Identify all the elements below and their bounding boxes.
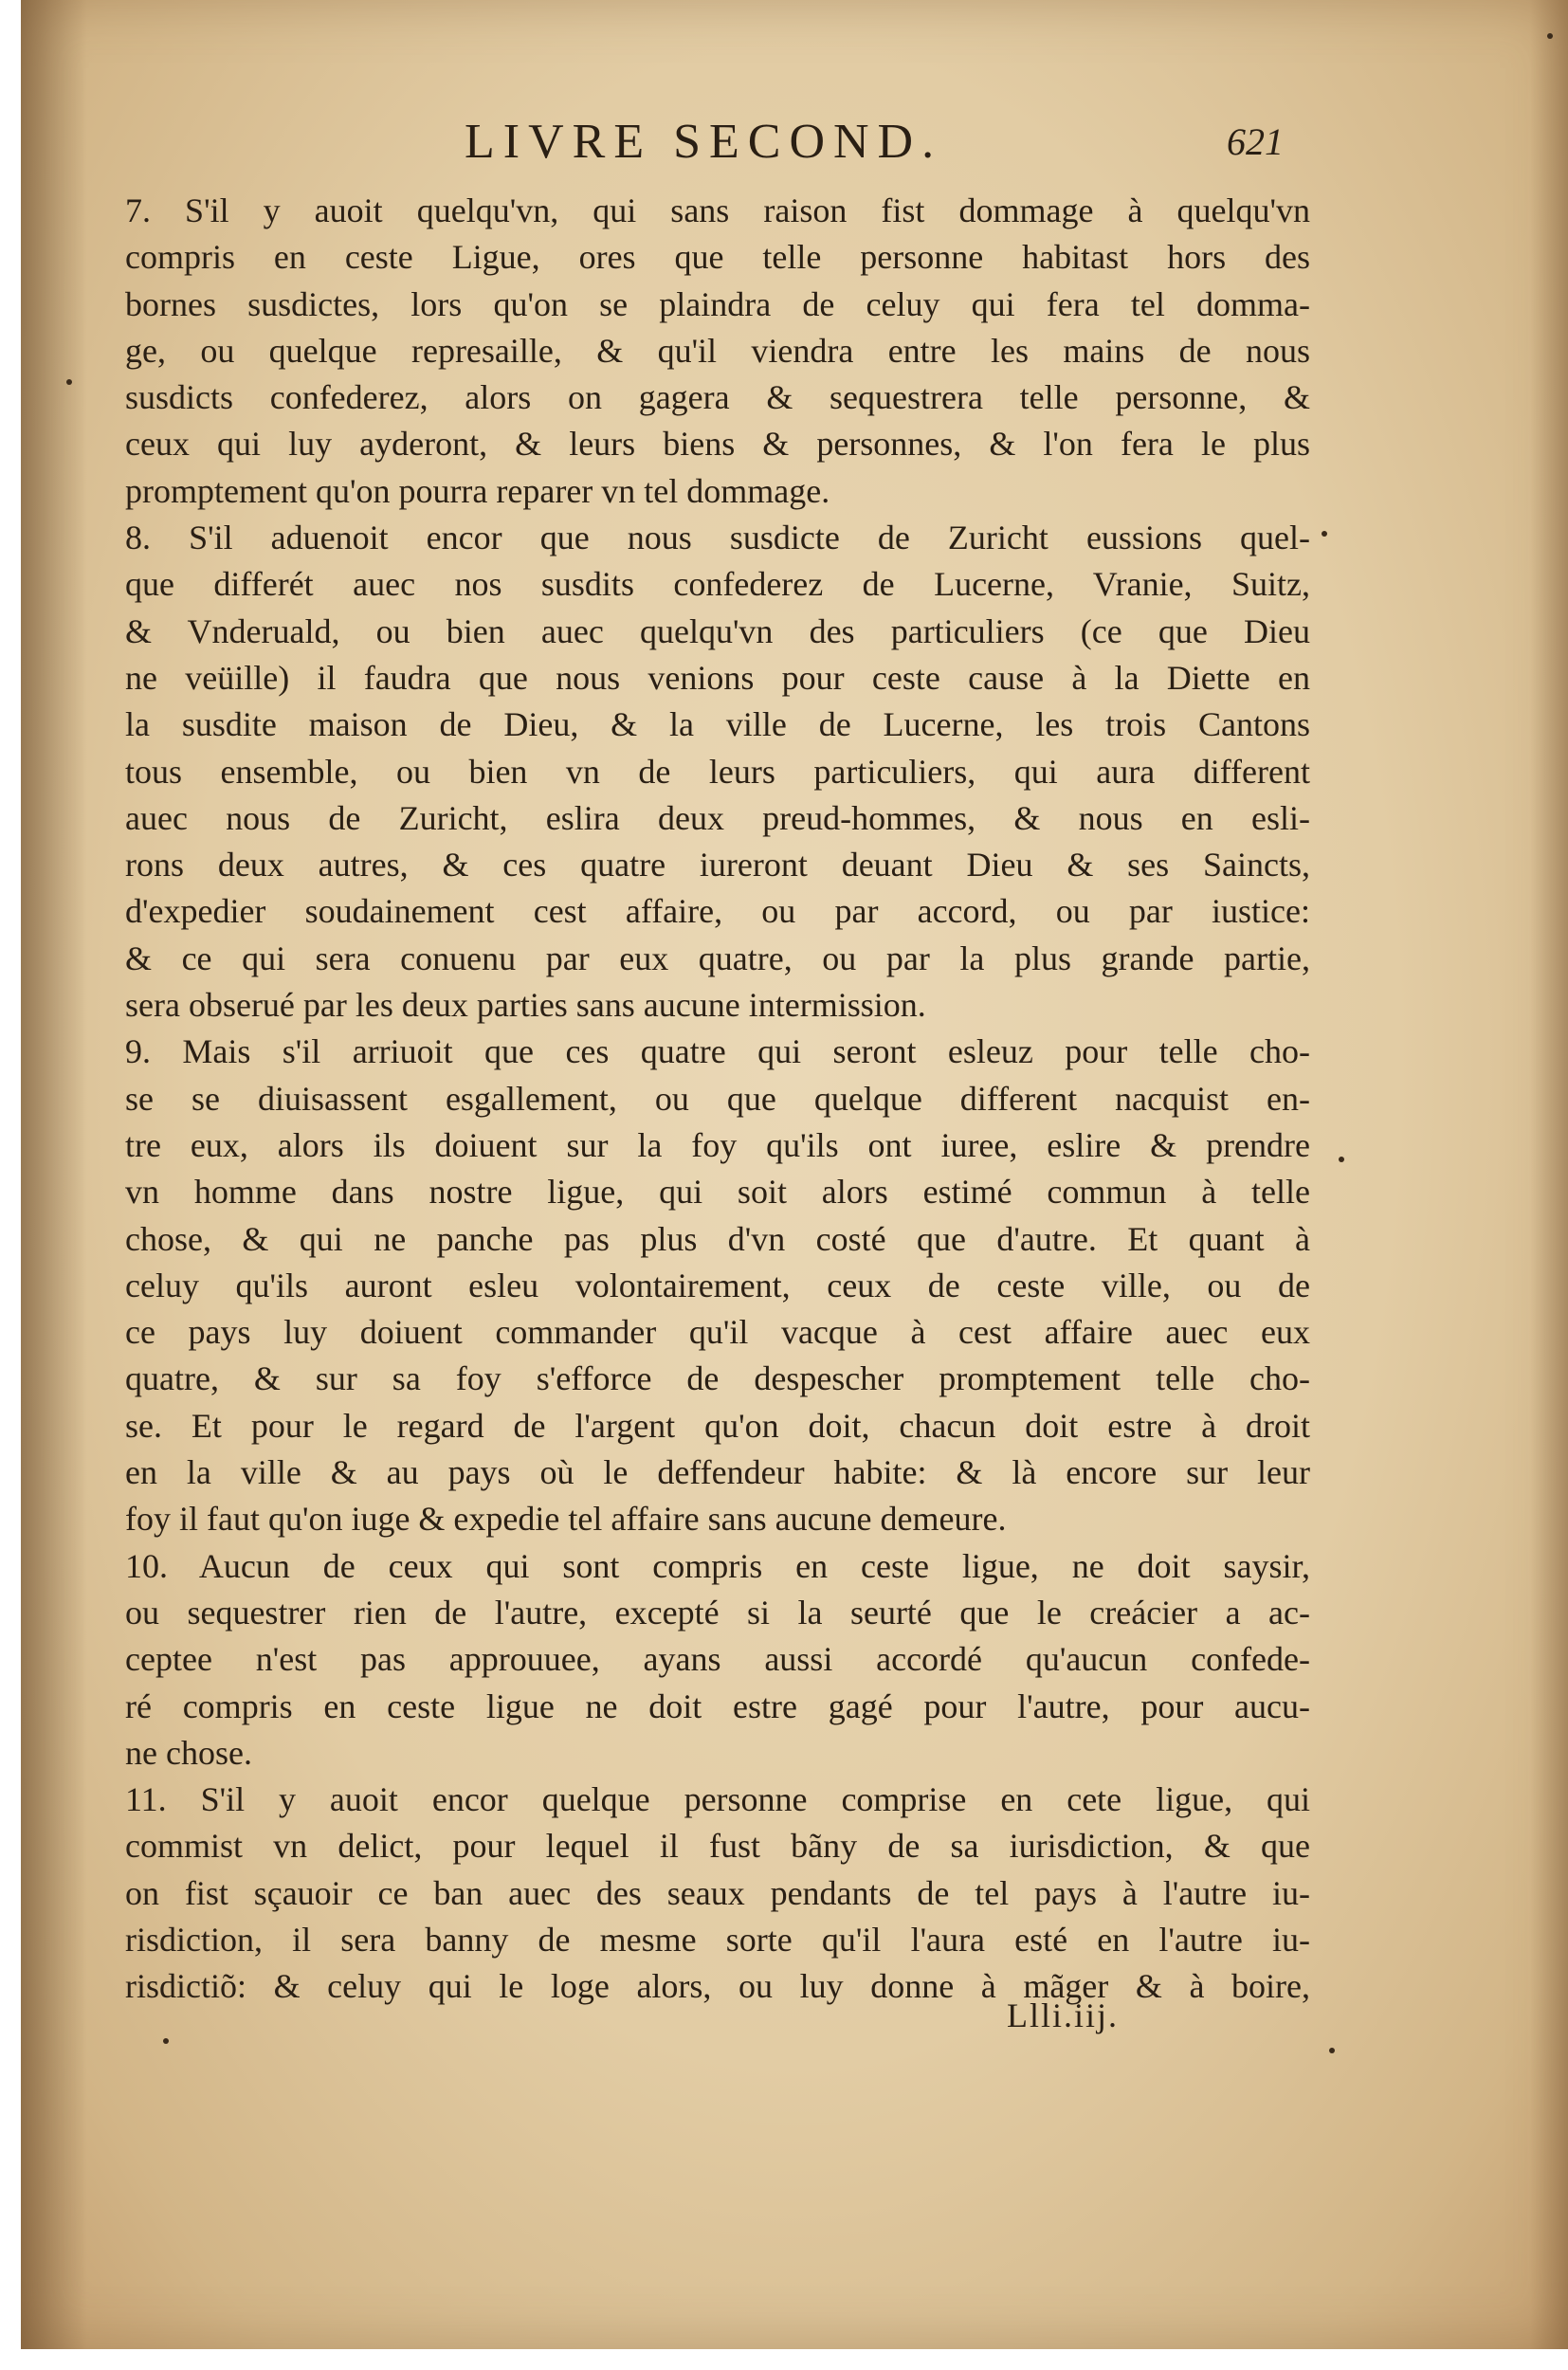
- text-line: ceptee n'est pas approuuee, ayans aussi accordé qu'aucun confede-: [125, 1640, 1310, 1679]
- text-line: tous ensemble, ou bien vn de leurs particuliers, qui aura different: [125, 752, 1310, 791]
- text-line: ceux qui luy ayderont, & leurs biens & personnes, & l'on fera le plus: [125, 425, 1310, 464]
- ink-speck: [1322, 531, 1327, 537]
- text-line: 10. Aucun de ceux qui sont compris en ceste ligue, ne doit saysir,: [125, 1546, 1310, 1585]
- text-line: chose, & qui ne panche pas plus d'vn costé que d'autre. Et quant à: [125, 1219, 1310, 1258]
- text-line: compris en ceste Ligue, ores que telle personne habitast hors des: [125, 238, 1310, 277]
- text-line: rons deux autres, & ces quatre iureront deuant Dieu & ses Saincts,: [125, 846, 1310, 884]
- text-line: d'expedier soudainement cest affaire, ou par accord, ou par iustice:: [125, 892, 1310, 931]
- text-line: vn homme dans nostre ligue, qui soit alors estimé commun à telle: [125, 1173, 1310, 1212]
- page-number: 621: [1227, 120, 1284, 163]
- text-line: & Vnderuald, ou bien auec quelqu'vn des particuliers (ce que Dieu: [125, 611, 1310, 650]
- text-line: celuy qu'ils auront esleu volontairement, ceux de ceste ville, ou de: [125, 1266, 1310, 1304]
- text-line: auec nous de Zuricht, eslira deux preud-hommes, & nous en esli-: [125, 798, 1310, 837]
- text-line: risdiction, il sera banny de mesme sorte qu'il l'aura esté en l'autre iu-: [125, 1920, 1310, 1959]
- text-line: ne veüille) il faudra que nous venions pour ceste cause à la Diette en: [125, 658, 1310, 697]
- body-text: [125, 188, 1310, 2011]
- text-line: & ce qui sera conuenu par eux quatre, ou par la plus grande partie,: [125, 939, 1310, 977]
- book-page: [21, 0, 1568, 2349]
- text-line: en la ville & au pays où le deffendeur habite: & là encore sur leur: [125, 1453, 1310, 1492]
- text-line: promptement qu'on pourra reparer vn tel dommage.: [125, 471, 830, 510]
- text-line: 7. S'il y auoit quelqu'vn, qui sans raison fist dommage à quelqu'vn: [125, 191, 1310, 229]
- binding-shadow: [21, 0, 87, 2349]
- text-line: ne chose.: [125, 1733, 252, 1772]
- text-line: quatre, & sur sa foy s'efforce de despescher promptement telle cho-: [125, 1359, 1310, 1398]
- signature-mark: Llli.iij.: [1007, 1996, 1120, 2034]
- text-line: 11. S'il y auoit encor quelque personne comprise en cete ligue, qui: [125, 1780, 1310, 1819]
- text-line: 8. S'il aduenoit encor que nous susdicte de Zuricht eussions quel-: [125, 519, 1310, 557]
- text-line: la susdite maison de Dieu, & la ville de Lucerne, les trois Cantons: [125, 705, 1310, 744]
- page-edge-shadow: [1530, 0, 1568, 2349]
- text-line: ce pays luy doiuent commander qu'il vacque à cest affaire auec eux: [125, 1313, 1310, 1352]
- text-line: on fist sçauoir ce ban auec des seaux pendants de tel pays à l'autre iu-: [125, 1873, 1310, 1912]
- text-line: ou sequestrer rien de l'autre, excepté si la seurté que le creácier a ac-: [125, 1593, 1310, 1632]
- text-line: que differét auec nos susdits confederez de Lucerne, Vranie, Suitz,: [125, 565, 1310, 604]
- text-line: sera obserué par les deux parties sans aucune intermission.: [125, 986, 926, 1025]
- ink-speck: [1329, 2048, 1335, 2053]
- ink-speck: [66, 379, 72, 385]
- text-line: tre eux, alors ils doiuent sur la foy qu'ils ont iuree, eslire & prendre: [125, 1125, 1310, 1164]
- text-line: commist vn delict, pour lequel il fust bãny de sa iurisdiction, & que: [125, 1827, 1310, 1866]
- text-line: foy il faut qu'on iuge & expedie tel affaire sans aucune demeure.: [125, 1500, 1007, 1539]
- text-line: 9. Mais s'il arriuoit que ces quatre qui seront esleuz pour telle cho-: [125, 1032, 1310, 1071]
- text-line: risdictiõ: & celuy qui le loge alors, ou luy donne à mãger & à boire,: [125, 1967, 1310, 2006]
- page-header: [21, 114, 1568, 171]
- text-line: ge, ou quelque represaille, & qu'il viendra entre les mains de nous: [125, 331, 1310, 370]
- text-line: ré compris en ceste ligue ne doit estre gagé pour l'autre, pour aucu-: [125, 1686, 1310, 1725]
- text-line: se se diuisassent esgallement, ou que quelque different nacquist en-: [125, 1079, 1310, 1118]
- text-line: bornes susdictes, lors qu'on se plaindra de celuy qui fera tel domma-: [125, 284, 1310, 323]
- text-line: susdicts confederez, alors on gagera & sequestrera telle personne, &: [125, 378, 1310, 417]
- ink-speck: [163, 2038, 169, 2044]
- text-line: se. Et pour le regard de l'argent qu'on doit, chacun doit estre à droit: [125, 1406, 1310, 1445]
- ink-speck: [1339, 1157, 1344, 1162]
- ink-speck: [1547, 33, 1553, 39]
- running-title: LIVRE SECOND.: [465, 115, 943, 169]
